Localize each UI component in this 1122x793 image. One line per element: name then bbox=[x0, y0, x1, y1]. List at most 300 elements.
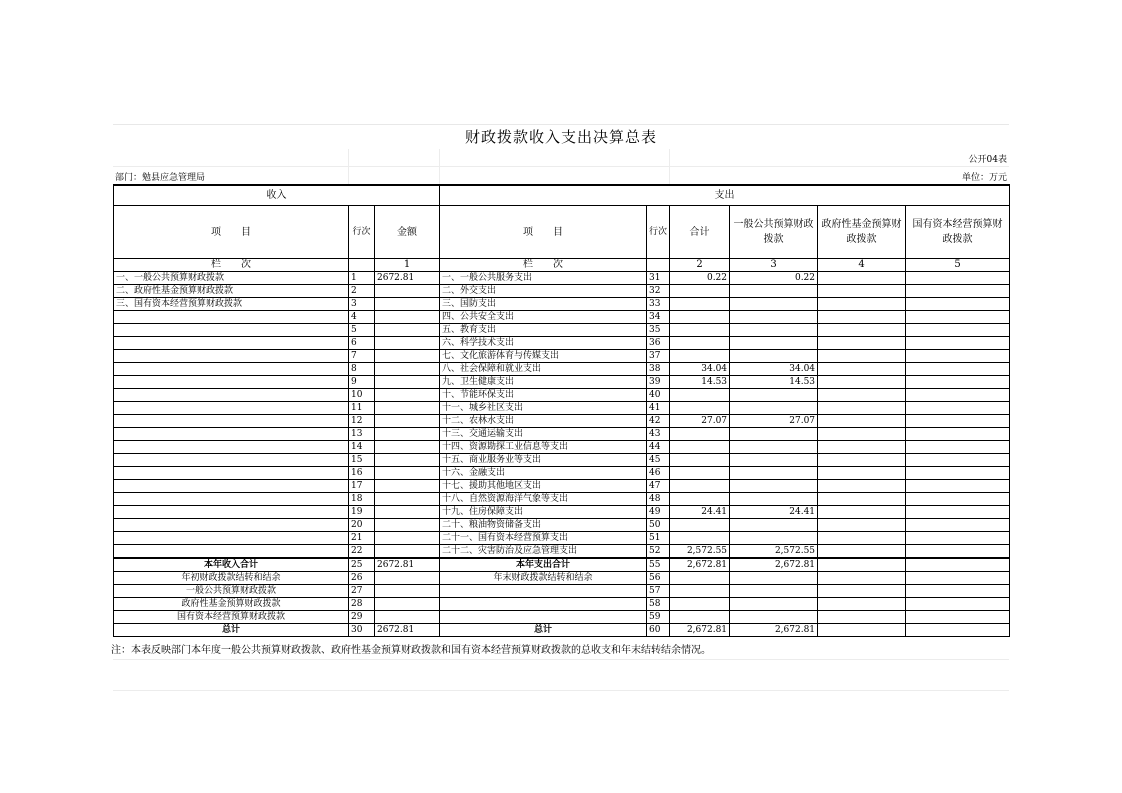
state-capital-amount bbox=[906, 324, 1010, 337]
expense-item bbox=[440, 598, 647, 611]
income-amount bbox=[375, 611, 440, 624]
income-item bbox=[114, 363, 349, 376]
section-header-row bbox=[114, 185, 1010, 206]
table-row bbox=[114, 389, 1010, 402]
income-row-number: 29 bbox=[349, 611, 375, 624]
state-capital-amount bbox=[906, 285, 1010, 298]
expense-total bbox=[670, 611, 730, 624]
income-row-number: 10 bbox=[349, 389, 375, 402]
expense-item: 二十二、灾害防治及应急管理支出 bbox=[440, 545, 647, 559]
income-amount bbox=[375, 389, 440, 402]
col-index-2: 2 bbox=[670, 259, 730, 272]
income-amount bbox=[375, 415, 440, 428]
income-amount bbox=[375, 572, 440, 585]
income-row-number: 9 bbox=[349, 376, 375, 389]
expense-total bbox=[670, 532, 730, 545]
income-item bbox=[114, 506, 349, 519]
expense-item: 十一、城乡社区支出 bbox=[440, 402, 647, 415]
income-row-number: 15 bbox=[349, 454, 375, 467]
general-budget-amount: 24.41 bbox=[730, 506, 818, 519]
gov-fund-amount bbox=[818, 389, 906, 402]
department-row bbox=[113, 166, 1009, 184]
expense-item: 八、社会保障和就业支出 bbox=[440, 363, 647, 376]
income-row-number: 21 bbox=[349, 532, 375, 545]
gov-fund-amount bbox=[818, 598, 906, 611]
state-capital-amount bbox=[906, 519, 1010, 532]
expense-row-number: 45 bbox=[647, 454, 670, 467]
expense-total bbox=[670, 467, 730, 480]
state-capital-amount bbox=[906, 350, 1010, 363]
income-amount: 2672.81 bbox=[375, 272, 440, 285]
table-row bbox=[114, 441, 1010, 454]
general-budget-header: 一般公共预算财政拨款 bbox=[730, 206, 818, 259]
income-item bbox=[114, 376, 349, 389]
expense-row-number: 38 bbox=[647, 363, 670, 376]
income-row-number: 3 bbox=[349, 298, 375, 311]
state-capital-amount bbox=[906, 598, 1010, 611]
gov-fund-amount bbox=[818, 545, 906, 559]
income-row-number: 20 bbox=[349, 519, 375, 532]
expense-item: 十六、金融支出 bbox=[440, 467, 647, 480]
income-item: 一般公共预算财政拨款 bbox=[114, 585, 349, 598]
income-amount bbox=[375, 441, 440, 454]
expense-row-number: 37 bbox=[647, 350, 670, 363]
income-item: 一、一般公共预算财政拨款 bbox=[114, 272, 349, 285]
expense-total bbox=[670, 480, 730, 493]
table-row bbox=[114, 324, 1010, 337]
income-item bbox=[114, 441, 349, 454]
expense-total: 27.07 bbox=[670, 415, 730, 428]
income-item bbox=[114, 493, 349, 506]
expense-total bbox=[670, 493, 730, 506]
table-row bbox=[114, 376, 1010, 389]
general-budget-amount: 2,672.81 bbox=[730, 558, 818, 572]
income-row-number: 17 bbox=[349, 480, 375, 493]
state-capital-amount bbox=[906, 272, 1010, 285]
expense-item: 三、国防支出 bbox=[440, 298, 647, 311]
state-capital-amount bbox=[906, 532, 1010, 545]
state-capital-amount bbox=[906, 467, 1010, 480]
income-item bbox=[114, 415, 349, 428]
gov-fund-amount bbox=[818, 285, 906, 298]
expense-rowno-blank bbox=[647, 259, 670, 272]
expense-total: 0.22 bbox=[670, 272, 730, 285]
table-row bbox=[114, 545, 1010, 559]
general-budget-amount: 0.22 bbox=[730, 272, 818, 285]
gov-fund-amount bbox=[818, 506, 906, 519]
expense-total bbox=[670, 572, 730, 585]
table-row bbox=[114, 311, 1010, 324]
expense-item: 十九、住房保障支出 bbox=[440, 506, 647, 519]
income-row-number: 12 bbox=[349, 415, 375, 428]
expense-row-number: 32 bbox=[647, 285, 670, 298]
general-budget-amount bbox=[730, 428, 818, 441]
gov-fund-amount bbox=[818, 611, 906, 624]
gov-fund-amount bbox=[818, 441, 906, 454]
income-item bbox=[114, 454, 349, 467]
income-item bbox=[114, 389, 349, 402]
general-budget-amount: 2,672.81 bbox=[730, 624, 818, 637]
general-budget-amount bbox=[730, 585, 818, 598]
gov-fund-amount bbox=[818, 572, 906, 585]
table-row bbox=[114, 337, 1010, 350]
unit-label: 单位：万元 bbox=[961, 173, 1007, 183]
general-budget-amount: 14.53 bbox=[730, 376, 818, 389]
expense-item bbox=[440, 611, 647, 624]
expense-item: 九、卫生健康支出 bbox=[440, 376, 647, 389]
income-amount bbox=[375, 585, 440, 598]
income-item bbox=[114, 350, 349, 363]
general-budget-amount bbox=[730, 389, 818, 402]
general-budget-amount bbox=[730, 598, 818, 611]
state-capital-amount bbox=[906, 624, 1010, 637]
income-row-number: 26 bbox=[349, 572, 375, 585]
table-row bbox=[114, 532, 1010, 545]
general-budget-amount bbox=[730, 519, 818, 532]
expense-item: 本年支出合计 bbox=[440, 558, 647, 572]
gov-fund-amount bbox=[818, 298, 906, 311]
gov-fund-amount bbox=[818, 519, 906, 532]
expense-total: 2,672.81 bbox=[670, 624, 730, 637]
table-code-row bbox=[113, 149, 1009, 166]
gov-fund-header: 政府性基金预算财政拨款 bbox=[818, 206, 906, 259]
income-amount bbox=[375, 493, 440, 506]
expense-row-number: 42 bbox=[647, 415, 670, 428]
gov-fund-amount bbox=[818, 376, 906, 389]
expense-row-number: 34 bbox=[647, 311, 670, 324]
state-capital-amount bbox=[906, 415, 1010, 428]
table-row bbox=[114, 519, 1010, 532]
expense-row-number: 35 bbox=[647, 324, 670, 337]
expense-row-number: 52 bbox=[647, 545, 670, 559]
expense-item: 十五、商业服务业等支出 bbox=[440, 454, 647, 467]
expense-item: 四、公共安全支出 bbox=[440, 311, 647, 324]
state-capital-amount bbox=[906, 298, 1010, 311]
income-row-number: 11 bbox=[349, 402, 375, 415]
table-row bbox=[114, 363, 1010, 376]
expense-total bbox=[670, 585, 730, 598]
general-budget-amount bbox=[730, 441, 818, 454]
report-title: 财政拨款收入支出决算总表 bbox=[113, 124, 1009, 149]
table-row bbox=[114, 415, 1010, 428]
gov-fund-amount bbox=[818, 454, 906, 467]
income-amount-header: 金额 bbox=[375, 206, 440, 259]
expense-rowno-header: 行次 bbox=[647, 206, 670, 259]
general-budget-amount bbox=[730, 298, 818, 311]
expense-row-number: 31 bbox=[647, 272, 670, 285]
expense-total bbox=[670, 389, 730, 402]
gov-fund-amount bbox=[818, 324, 906, 337]
summary-row bbox=[114, 611, 1010, 624]
income-row-number: 22 bbox=[349, 545, 375, 559]
gov-fund-amount bbox=[818, 350, 906, 363]
table-row bbox=[114, 467, 1010, 480]
income-row-number: 18 bbox=[349, 493, 375, 506]
income-row-number: 27 bbox=[349, 585, 375, 598]
income-row-number: 2 bbox=[349, 285, 375, 298]
income-item bbox=[114, 480, 349, 493]
gov-fund-amount bbox=[818, 558, 906, 572]
expense-total: 2,572.55 bbox=[670, 545, 730, 559]
expense-item: 十、节能环保支出 bbox=[440, 389, 647, 402]
expense-row-number: 40 bbox=[647, 389, 670, 402]
gov-fund-amount bbox=[818, 467, 906, 480]
state-capital-amount bbox=[906, 545, 1010, 559]
gov-fund-amount bbox=[818, 532, 906, 545]
income-item bbox=[114, 337, 349, 350]
expense-item: 二、外交支出 bbox=[440, 285, 647, 298]
expense-row-number: 55 bbox=[647, 558, 670, 572]
income-amount bbox=[375, 311, 440, 324]
income-row-number: 5 bbox=[349, 324, 375, 337]
income-amount bbox=[375, 402, 440, 415]
income-row-number: 14 bbox=[349, 441, 375, 454]
income-row-number: 19 bbox=[349, 506, 375, 519]
state-capital-amount bbox=[906, 441, 1010, 454]
expense-row-number: 57 bbox=[647, 585, 670, 598]
state-capital-amount bbox=[906, 428, 1010, 441]
income-amount bbox=[375, 337, 440, 350]
income-item: 政府性基金预算财政拨款 bbox=[114, 598, 349, 611]
income-item: 二、政府性基金预算财政拨款 bbox=[114, 285, 349, 298]
general-budget-amount: 2,572.55 bbox=[730, 545, 818, 559]
income-amount bbox=[375, 428, 440, 441]
summary-row bbox=[114, 585, 1010, 598]
state-capital-amount bbox=[906, 363, 1010, 376]
col-index-5: 5 bbox=[906, 259, 1010, 272]
income-row-number: 30 bbox=[349, 624, 375, 637]
general-budget-amount bbox=[730, 467, 818, 480]
expense-row-number: 58 bbox=[647, 598, 670, 611]
expense-row-number: 39 bbox=[647, 376, 670, 389]
income-amount: 2672.81 bbox=[375, 624, 440, 637]
income-item bbox=[114, 311, 349, 324]
income-amount bbox=[375, 285, 440, 298]
gov-fund-amount bbox=[818, 363, 906, 376]
income-amount bbox=[375, 376, 440, 389]
expense-item: 六、科学技术支出 bbox=[440, 337, 647, 350]
table-row bbox=[114, 298, 1010, 311]
gov-fund-amount bbox=[818, 415, 906, 428]
expense-lan-ci: 栏 次 bbox=[440, 259, 647, 272]
gov-fund-amount bbox=[818, 585, 906, 598]
expense-item: 二十、粮油物资储备支出 bbox=[440, 519, 647, 532]
income-amount bbox=[375, 363, 440, 376]
table-row bbox=[114, 350, 1010, 363]
expense-item: 总计 bbox=[440, 624, 647, 637]
table-row bbox=[114, 402, 1010, 415]
income-item bbox=[114, 519, 349, 532]
income-amount bbox=[375, 519, 440, 532]
summary-row bbox=[114, 598, 1010, 611]
expense-row-number: 59 bbox=[647, 611, 670, 624]
column-header-row bbox=[114, 206, 1010, 259]
expense-item: 十七、援助其他地区支出 bbox=[440, 480, 647, 493]
state-capital-amount bbox=[906, 611, 1010, 624]
budget-table bbox=[113, 184, 1010, 637]
income-row-number: 1 bbox=[349, 272, 375, 285]
income-item bbox=[114, 402, 349, 415]
expense-row-number: 41 bbox=[647, 402, 670, 415]
income-lan-ci: 栏 次 bbox=[114, 259, 349, 272]
expense-section-header: 支出 bbox=[440, 185, 1010, 206]
table-row bbox=[114, 480, 1010, 493]
income-item: 三、国有资本经营预算财政拨款 bbox=[114, 298, 349, 311]
expense-row-number: 44 bbox=[647, 441, 670, 454]
income-amount bbox=[375, 298, 440, 311]
income-item-header: 项 目 bbox=[114, 206, 349, 259]
column-index-row bbox=[114, 259, 1010, 272]
expense-total bbox=[670, 402, 730, 415]
gov-fund-amount bbox=[818, 624, 906, 637]
expense-total bbox=[670, 598, 730, 611]
expense-item: 十三、交通运输支出 bbox=[440, 428, 647, 441]
gov-fund-amount bbox=[818, 480, 906, 493]
income-item bbox=[114, 324, 349, 337]
expense-item: 七、文化旅游体育与传媒支出 bbox=[440, 350, 647, 363]
general-budget-amount bbox=[730, 350, 818, 363]
income-row-number: 13 bbox=[349, 428, 375, 441]
general-budget-amount bbox=[730, 324, 818, 337]
state-capital-amount bbox=[906, 376, 1010, 389]
state-capital-amount bbox=[906, 506, 1010, 519]
gov-fund-amount bbox=[818, 402, 906, 415]
expense-row-number: 36 bbox=[647, 337, 670, 350]
general-budget-amount bbox=[730, 611, 818, 624]
state-capital-amount bbox=[906, 454, 1010, 467]
income-row-number: 4 bbox=[349, 311, 375, 324]
table-row bbox=[114, 285, 1010, 298]
income-amount bbox=[375, 350, 440, 363]
income-row-number: 6 bbox=[349, 337, 375, 350]
expense-item: 十二、农林水支出 bbox=[440, 415, 647, 428]
gov-fund-amount bbox=[818, 311, 906, 324]
expense-total: 34.04 bbox=[670, 363, 730, 376]
gov-fund-amount bbox=[818, 428, 906, 441]
col-index-3: 3 bbox=[730, 259, 818, 272]
general-budget-amount bbox=[730, 402, 818, 415]
state-capital-header: 国有资本经营预算财政拨款 bbox=[906, 206, 1010, 259]
general-budget-amount bbox=[730, 480, 818, 493]
income-rowno-blank bbox=[349, 259, 375, 272]
expense-row-number: 56 bbox=[647, 572, 670, 585]
expense-total bbox=[670, 428, 730, 441]
state-capital-amount bbox=[906, 480, 1010, 493]
sheet-tail bbox=[113, 659, 1009, 691]
income-amount bbox=[375, 532, 440, 545]
expense-total: 14.53 bbox=[670, 376, 730, 389]
general-budget-amount: 27.07 bbox=[730, 415, 818, 428]
expense-row-number: 60 bbox=[647, 624, 670, 637]
expense-row-number: 50 bbox=[647, 519, 670, 532]
expense-row-number: 51 bbox=[647, 532, 670, 545]
expense-total bbox=[670, 454, 730, 467]
state-capital-amount bbox=[906, 311, 1010, 324]
income-amount bbox=[375, 506, 440, 519]
expense-row-number: 48 bbox=[647, 493, 670, 506]
state-capital-amount bbox=[906, 389, 1010, 402]
expense-item-header: 项 目 bbox=[440, 206, 647, 259]
expense-item bbox=[440, 585, 647, 598]
expense-total bbox=[670, 350, 730, 363]
expense-row-number: 46 bbox=[647, 467, 670, 480]
col-index-1: 1 bbox=[375, 259, 440, 272]
general-budget-amount bbox=[730, 337, 818, 350]
table-code: 公开04表 bbox=[968, 155, 1007, 165]
income-row-number: 8 bbox=[349, 363, 375, 376]
income-amount bbox=[375, 454, 440, 467]
col-index-4: 4 bbox=[818, 259, 906, 272]
income-row-number: 28 bbox=[349, 598, 375, 611]
income-item bbox=[114, 532, 349, 545]
general-budget-amount bbox=[730, 532, 818, 545]
expense-row-number: 43 bbox=[647, 428, 670, 441]
general-budget-amount bbox=[730, 285, 818, 298]
gov-fund-amount bbox=[818, 272, 906, 285]
expense-total: 24.41 bbox=[670, 506, 730, 519]
expense-item: 年末财政拨款结转和结余 bbox=[440, 572, 647, 585]
expense-item: 十四、资源勘探工业信息等支出 bbox=[440, 441, 647, 454]
income-item: 年初财政拨款结转和结余 bbox=[114, 572, 349, 585]
expense-total: 2,672.81 bbox=[670, 558, 730, 572]
income-amount bbox=[375, 598, 440, 611]
state-capital-amount bbox=[906, 558, 1010, 572]
income-item: 国有资本经营预算财政拨款 bbox=[114, 611, 349, 624]
income-amount bbox=[375, 467, 440, 480]
state-capital-amount bbox=[906, 572, 1010, 585]
expense-row-number: 49 bbox=[647, 506, 670, 519]
expense-total bbox=[670, 519, 730, 532]
expense-total bbox=[670, 298, 730, 311]
footnote: 注：本表反映部门本年度一般公共预算财政拨款、政府性基金预算财政拨款和国有资本经营预算财政拨款的总收支和年末结转结余情况。 bbox=[111, 645, 711, 656]
income-row-number: 25 bbox=[349, 558, 375, 572]
summary-row bbox=[114, 572, 1010, 585]
expense-total bbox=[670, 324, 730, 337]
general-budget-amount bbox=[730, 493, 818, 506]
department-label: 部门：勉县应急管理局 bbox=[115, 173, 206, 183]
income-row-number: 7 bbox=[349, 350, 375, 363]
gov-fund-amount bbox=[818, 493, 906, 506]
state-capital-amount bbox=[906, 493, 1010, 506]
state-capital-amount bbox=[906, 585, 1010, 598]
gov-fund-amount bbox=[818, 337, 906, 350]
table-row bbox=[114, 428, 1010, 441]
table-row bbox=[114, 506, 1010, 519]
summary-row bbox=[114, 624, 1010, 637]
income-amount bbox=[375, 545, 440, 559]
income-amount bbox=[375, 480, 440, 493]
summary-row bbox=[114, 558, 1010, 572]
general-budget-amount bbox=[730, 572, 818, 585]
expense-total-header: 合计 bbox=[670, 206, 730, 259]
expense-total bbox=[670, 285, 730, 298]
expense-item: 十八、自然资源海洋气象等支出 bbox=[440, 493, 647, 506]
income-item: 总计 bbox=[114, 624, 349, 637]
state-capital-amount bbox=[906, 402, 1010, 415]
table-row bbox=[114, 493, 1010, 506]
income-item bbox=[114, 467, 349, 480]
income-item: 本年收入合计 bbox=[114, 558, 349, 572]
income-section-header: 收入 bbox=[114, 185, 440, 206]
table-row bbox=[114, 454, 1010, 467]
table-row bbox=[114, 272, 1010, 285]
income-item bbox=[114, 428, 349, 441]
expense-total bbox=[670, 337, 730, 350]
report-sheet bbox=[113, 124, 1009, 691]
expense-item: 一、一般公共服务支出 bbox=[440, 272, 647, 285]
expense-item: 二十一、国有资本经营预算支出 bbox=[440, 532, 647, 545]
expense-total bbox=[670, 441, 730, 454]
